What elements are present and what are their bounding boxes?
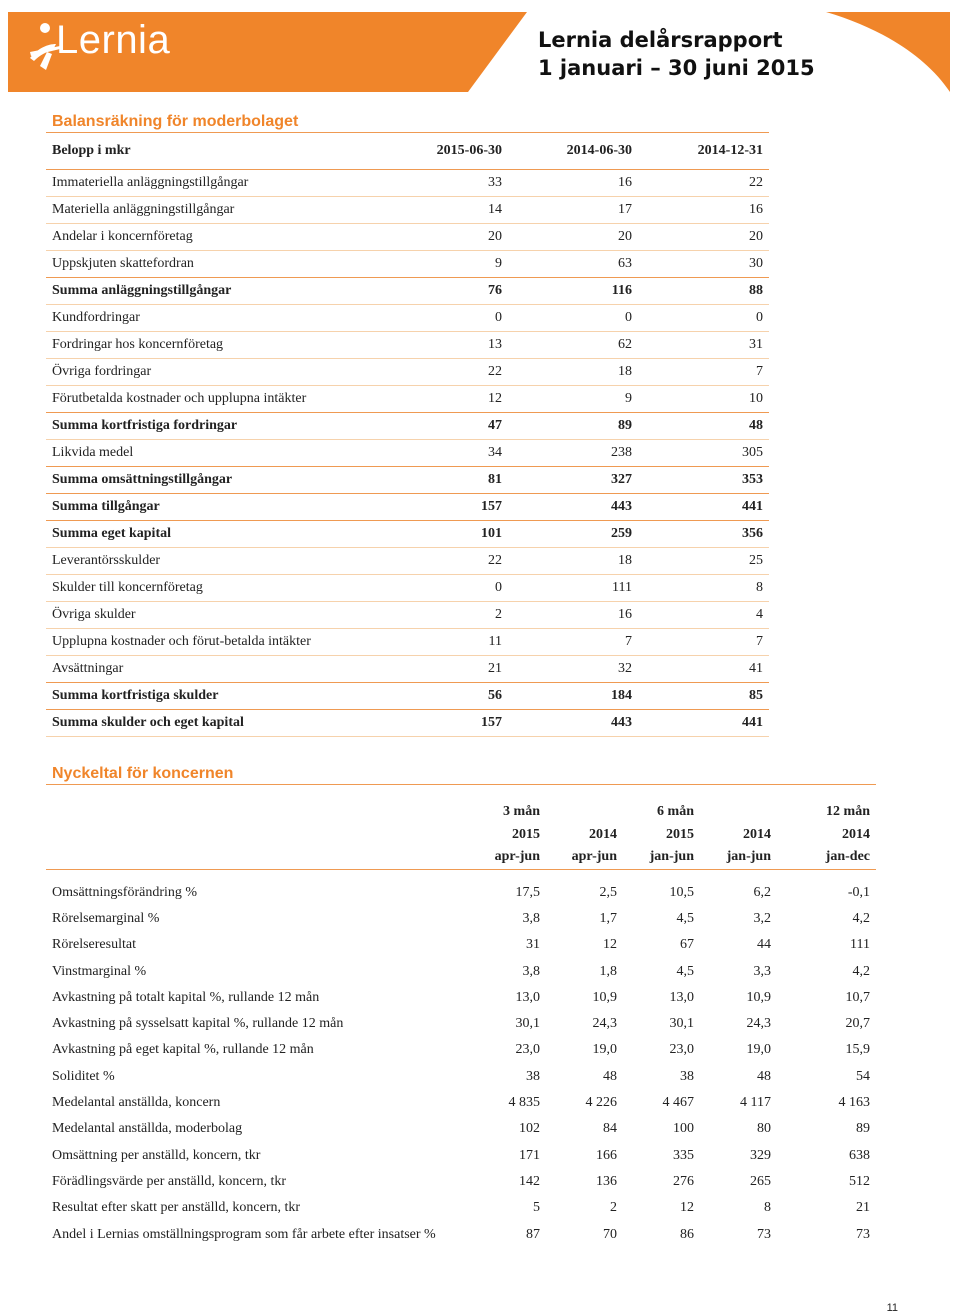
keyfigures-cell: 3,8 — [522, 963, 540, 979]
balance-cell: 34 — [488, 445, 502, 460]
balance-cell: 56 — [430, 683, 508, 710]
keyfigures-cell: 4 467 — [662, 1095, 694, 1111]
page-header — [0, 0, 960, 100]
balance-col-label: Belopp i mkr — [46, 133, 430, 170]
balance-row-label: Kundfordringar — [52, 310, 140, 325]
balance-cell: 305 — [742, 445, 763, 460]
keyfigures-header-cell: 2014 — [842, 826, 870, 842]
keyfigures-cell: 166 — [596, 1147, 617, 1163]
keyfigures-cell: 10,9 — [746, 989, 771, 1005]
keyfigures-cell: 3,8 — [522, 910, 540, 926]
balance-col-3: 2014-12-31 — [638, 133, 769, 170]
balance-row-label: Summa eget kapital — [46, 521, 430, 548]
balance-cell: 63 — [618, 256, 632, 271]
keyfigures-cell: 6,2 — [753, 884, 771, 900]
logo-text: Lernia — [56, 18, 171, 62]
keyfigures-row-label: Omsättningsförändring % — [52, 884, 198, 900]
keyfigures-row — [46, 958, 876, 984]
keyfigures-row-label: Förädlingsvärde per anställd, koncern, tkr — [52, 1173, 287, 1189]
keyfigures-cell: 1,7 — [599, 910, 617, 926]
keyfigures-row — [46, 1037, 876, 1063]
keyfigures-row — [46, 1090, 876, 1116]
keyfigures-top-rule — [46, 784, 876, 785]
keyfigures-cell: 84 — [603, 1121, 617, 1137]
keyfigures-cell: 329 — [750, 1147, 771, 1163]
keyfigures-cell: 4 117 — [740, 1095, 771, 1111]
balance-row — [46, 656, 769, 683]
keyfigures-cell: 70 — [603, 1226, 617, 1242]
keyfigures-row-label: Resultat efter skatt per anställd, koncern, tkr — [52, 1200, 301, 1216]
balance-row — [46, 224, 769, 251]
balance-cell: 9 — [625, 391, 632, 406]
balance-cell: 41 — [749, 661, 763, 676]
keyfigures-header-cell: 12 mån — [826, 804, 870, 820]
keyfigures-cell: 38 — [526, 1068, 540, 1084]
balance-cell: 10 — [749, 391, 763, 406]
keyfigures-header-cell: jan-jun — [623, 846, 700, 869]
keyfigures-cell: 638 — [849, 1147, 870, 1163]
keyfigures-header-cell: 2014 — [743, 826, 771, 842]
balance-cell: 32 — [618, 661, 632, 676]
keyfigures-body — [46, 869, 876, 1248]
keyfigures-cell: 17,5 — [515, 884, 540, 900]
balance-cell: 12 — [488, 391, 502, 406]
keyfigures-cell: 265 — [750, 1173, 771, 1189]
balance-row — [46, 413, 769, 440]
balance-cell: 47 — [430, 413, 508, 440]
keyfigures-cell: 87 — [526, 1226, 540, 1242]
balance-cell: 0 — [495, 580, 502, 595]
balance-cell: 18 — [618, 553, 632, 568]
balance-cell: 22 — [749, 175, 763, 190]
keyfigures-header-cell: jan-jun — [700, 846, 777, 869]
keyfigures-spacer-cell — [46, 869, 876, 880]
keyfigures-cell: 30,1 — [669, 1016, 694, 1032]
balance-cell: 441 — [638, 710, 769, 737]
balance-cell: 88 — [638, 278, 769, 305]
keyfigures-head — [46, 795, 876, 869]
balance-row — [46, 440, 769, 467]
balance-row-label: Immateriella anläggningstillgångar — [52, 175, 249, 190]
keyfigures-cell: 73 — [757, 1226, 771, 1242]
keyfigures-title: Nyckeltal för koncernen — [52, 765, 234, 782]
balance-row-label: Övriga skulder — [52, 607, 136, 622]
keyfigures-header-blank — [46, 846, 470, 869]
balance-cell: 20 — [618, 229, 632, 244]
balance-cell: 443 — [508, 494, 638, 521]
balance-cell: 16 — [749, 202, 763, 217]
keyfigures-cell: 23,0 — [669, 1042, 694, 1058]
keyfigures-cell: 512 — [849, 1173, 870, 1189]
balance-row — [46, 710, 769, 737]
balance-cell: 184 — [508, 683, 638, 710]
keyfigures-table — [46, 795, 876, 1248]
keyfigures-cell: 171 — [519, 1147, 540, 1163]
keyfigures-cell: 48 — [757, 1068, 771, 1084]
keyfigures-cell: 23,0 — [515, 1042, 540, 1058]
balance-cell: 85 — [638, 683, 769, 710]
balance-row — [46, 251, 769, 278]
balance-row-label: Summa skulder och eget kapital — [46, 710, 430, 737]
balance-cell: 259 — [508, 521, 638, 548]
keyfigures-row-label: Rörelsemarginal % — [52, 910, 160, 926]
keyfigures-cell: 2,5 — [599, 884, 617, 900]
keyfigures-cell: 4 226 — [585, 1095, 617, 1111]
keyfigures-cell: 89 — [856, 1121, 870, 1137]
keyfigures-header-blank — [46, 795, 470, 824]
keyfigures-cell: 30,1 — [515, 1016, 540, 1032]
report-title-line2: 1 januari – 30 juni 2015 — [538, 56, 815, 80]
balance-row — [46, 170, 769, 197]
keyfigures-row-label: Rörelseresultat — [52, 937, 136, 953]
balance-row — [46, 305, 769, 332]
balance-row-label: Summa tillgångar — [46, 494, 430, 521]
keyfigures-cell: 12 — [603, 937, 617, 953]
keyfigures-row — [46, 1116, 876, 1142]
balance-cell: 33 — [488, 175, 502, 190]
balance-cell: 0 — [756, 310, 763, 325]
balance-cell: 238 — [611, 445, 632, 460]
keyfigures-header-cell: 2015 — [666, 826, 694, 842]
keyfigures-cell: 48 — [603, 1068, 617, 1084]
balance-cell: 16 — [618, 607, 632, 622]
keyfigures-cell: 4,5 — [676, 910, 694, 926]
balance-cell: 7 — [625, 634, 632, 649]
keyfigures-cell: 21 — [856, 1200, 870, 1216]
balance-table — [46, 132, 769, 737]
keyfigures-cell: 2 — [610, 1200, 617, 1216]
balance-header-row — [46, 133, 769, 170]
keyfigures-cell: 1,8 — [599, 963, 617, 979]
balance-cell: 356 — [638, 521, 769, 548]
keyfigures-cell: 13,0 — [669, 989, 694, 1005]
balance-cell: 22 — [488, 364, 502, 379]
balance-cell: 89 — [508, 413, 638, 440]
keyfigures-row — [46, 1011, 876, 1037]
keyfigures-header-row — [46, 846, 876, 869]
keyfigures-cell: 67 — [680, 937, 694, 953]
balance-title: Balansräkning för moderbolaget — [52, 113, 299, 130]
balance-cell: 7 — [756, 364, 763, 379]
balance-cell: 81 — [430, 467, 508, 494]
balance-row-label: Materiella anläggningstillgångar — [52, 202, 235, 217]
keyfigures-row — [46, 880, 876, 906]
keyfigures-header-row — [46, 824, 876, 847]
balance-row-label: Likvida medel — [52, 445, 134, 460]
keyfigures-cell: 5 — [533, 1200, 540, 1216]
keyfigures-row — [46, 1169, 876, 1195]
keyfigures-header-cell: 2015 — [512, 826, 540, 842]
keyfigures-cell: 3,2 — [753, 910, 771, 926]
balance-cell: 101 — [430, 521, 508, 548]
keyfigures-cell: 4 835 — [508, 1095, 540, 1111]
balance-cell: 62 — [618, 337, 632, 352]
keyfigures-row-label: Andel i Lernias omställningsprogram som får arbete efter insatser % — [52, 1226, 436, 1242]
keyfigures-cell: -0,1 — [847, 884, 870, 900]
keyfigures-row — [46, 985, 876, 1011]
balance-cell: 20 — [488, 229, 502, 244]
balance-cell: 327 — [508, 467, 638, 494]
balance-row — [46, 602, 769, 629]
balance-row-label: Summa omsättningstillgångar — [46, 467, 430, 494]
balance-cell: 21 — [488, 661, 502, 676]
keyfigures-cell: 4,2 — [852, 963, 870, 979]
keyfigures-cell: 3,3 — [753, 963, 771, 979]
keyfigures-cell: 38 — [680, 1068, 694, 1084]
keyfigures-cell: 19,0 — [746, 1042, 771, 1058]
keyfigures-spacer — [46, 869, 876, 880]
keyfigures-header-cell: jan-dec — [777, 846, 876, 869]
balance-cell: 0 — [625, 310, 632, 325]
keyfigures-row — [46, 1221, 876, 1247]
balance-row — [46, 278, 769, 305]
keyfigures-cell: 10,7 — [845, 989, 870, 1005]
keyfigures-row-label: Avkastning på eget kapital %, rullande 12 mån — [52, 1042, 314, 1058]
keyfigures-row-label: Omsättning per anställd, koncern, tkr — [52, 1147, 261, 1163]
balance-cell: 7 — [756, 634, 763, 649]
balance-cell: 116 — [508, 278, 638, 305]
balance-col-2: 2014-06-30 — [508, 133, 638, 170]
balance-cell: 157 — [430, 710, 508, 737]
keyfigures-cell: 4,5 — [676, 963, 694, 979]
keyfigures-cell: 73 — [856, 1226, 870, 1242]
balance-cell: 14 — [488, 202, 502, 217]
balance-cell: 17 — [618, 202, 632, 217]
keyfigures-row — [46, 1142, 876, 1168]
balance-cell: 2 — [495, 607, 502, 622]
keyfigures-row — [46, 1195, 876, 1221]
balance-row-label: Summa kortfristiga fordringar — [46, 413, 430, 440]
balance-row — [46, 359, 769, 386]
keyfigures-cell: 24,3 — [592, 1016, 617, 1032]
balance-cell: 76 — [430, 278, 508, 305]
balance-cell: 4 — [756, 607, 763, 622]
keyfigures-cell: 15,9 — [845, 1042, 870, 1058]
balance-row — [46, 629, 769, 656]
keyfigures-cell: 111 — [850, 937, 870, 953]
page-number: 11 — [886, 1302, 898, 1314]
balance-row — [46, 575, 769, 602]
keyfigures-header-cell — [700, 795, 777, 824]
balance-cell: 22 — [488, 553, 502, 568]
balance-cell: 16 — [618, 175, 632, 190]
balance-cell: 13 — [488, 337, 502, 352]
balance-cell: 441 — [638, 494, 769, 521]
keyfigures-row-label: Avkastning på totalt kapital %, rullande 12 mån — [52, 989, 320, 1005]
keyfigures-cell: 142 — [519, 1173, 540, 1189]
keyfigures-header-cell: apr-jun — [470, 846, 546, 869]
balance-row — [46, 467, 769, 494]
keyfigures-header-blank — [46, 824, 470, 847]
keyfigures-row-label: Soliditet % — [52, 1068, 115, 1084]
keyfigures-row — [46, 906, 876, 932]
keyfigures-header-cell: 2014 — [589, 826, 617, 842]
balance-cell: 353 — [638, 467, 769, 494]
keyfigures-header-cell: apr-jun — [546, 846, 623, 869]
balance-cell: 111 — [612, 580, 632, 595]
balance-row — [46, 386, 769, 413]
balance-row-label: Förutbetalda kostnader och upplupna intäkter — [52, 391, 307, 406]
keyfigures-cell: 4 163 — [838, 1095, 870, 1111]
keyfigures-header-cell — [546, 795, 623, 824]
report-title — [538, 26, 815, 82]
keyfigures-cell: 13,0 — [515, 989, 540, 1005]
balance-row — [46, 548, 769, 575]
balance-row-label: Fordringar hos koncernföretag — [52, 337, 224, 352]
keyfigures-row-label: Avkastning på sysselsatt kapital %, rullande 12 mån — [52, 1016, 344, 1032]
balance-cell: 31 — [749, 337, 763, 352]
keyfigures-cell: 102 — [519, 1121, 540, 1137]
keyfigures-cell: 19,0 — [592, 1042, 617, 1058]
balance-cell: 443 — [508, 710, 638, 737]
keyfigures-cell: 20,7 — [845, 1016, 870, 1032]
balance-cell: 48 — [638, 413, 769, 440]
keyfigures-cell: 136 — [596, 1173, 617, 1189]
balance-cell: 11 — [488, 634, 502, 649]
keyfigures-row-label: Vinstmarginal % — [52, 963, 147, 979]
balance-row-label: Summa kortfristiga skulder — [46, 683, 430, 710]
balance-row-label: Avsättningar — [52, 661, 124, 676]
keyfigures-row-label: Medelantal anställda, koncern — [52, 1095, 221, 1111]
keyfigures-cell: 8 — [764, 1200, 771, 1216]
balance-row — [46, 683, 769, 710]
balance-cell: 20 — [749, 229, 763, 244]
keyfigures-cell: 10,5 — [669, 884, 694, 900]
keyfigures-cell: 10,9 — [592, 989, 617, 1005]
keyfigures-header-row — [46, 795, 876, 824]
balance-row — [46, 197, 769, 224]
report-title-line1: Lernia delårsrapport — [538, 28, 783, 52]
balance-row-label: Skulder till koncernföretag — [52, 580, 203, 595]
keyfigures-row-label: Medelantal anställda, moderbolag — [52, 1121, 243, 1137]
keyfigures-cell: 80 — [757, 1121, 771, 1137]
balance-row-label: Uppskjuten skattefordran — [52, 256, 194, 271]
balance-cell: 25 — [749, 553, 763, 568]
keyfigures-row — [46, 932, 876, 958]
keyfigures-cell: 31 — [526, 937, 540, 953]
keyfigures-cell: 276 — [673, 1173, 694, 1189]
keyfigures-header-cell: 6 mån — [657, 804, 694, 820]
keyfigures-header-cell: 3 mån — [503, 804, 540, 820]
keyfigures-cell: 100 — [673, 1121, 694, 1137]
keyfigures-cell: 12 — [680, 1200, 694, 1216]
balance-body — [46, 170, 769, 737]
balance-cell: 157 — [430, 494, 508, 521]
keyfigures-row — [46, 1064, 876, 1090]
keyfigures-cell: 335 — [673, 1147, 694, 1163]
keyfigures-cell: 86 — [680, 1226, 694, 1242]
balance-col-1: 2015-06-30 — [430, 133, 508, 170]
balance-row-label: Övriga fordringar — [52, 364, 152, 379]
balance-row-label: Leverantörsskulder — [52, 553, 161, 568]
balance-cell: 9 — [495, 256, 502, 271]
keyfigures-cell: 54 — [856, 1068, 870, 1084]
balance-row-label: Summa anläggningstillgångar — [46, 278, 430, 305]
balance-row — [46, 332, 769, 359]
balance-row — [46, 494, 769, 521]
balance-row-label: Andelar i koncernföretag — [52, 229, 193, 244]
balance-cell: 18 — [618, 364, 632, 379]
keyfigures-cell: 44 — [757, 937, 771, 953]
balance-row — [46, 521, 769, 548]
balance-cell: 0 — [495, 310, 502, 325]
balance-cell: 8 — [756, 580, 763, 595]
balance-cell: 30 — [749, 256, 763, 271]
keyfigures-cell: 24,3 — [746, 1016, 771, 1032]
keyfigures-cell: 4,2 — [852, 910, 870, 926]
balance-row-label: Upplupna kostnader och förut-betalda intäkter — [52, 634, 311, 649]
